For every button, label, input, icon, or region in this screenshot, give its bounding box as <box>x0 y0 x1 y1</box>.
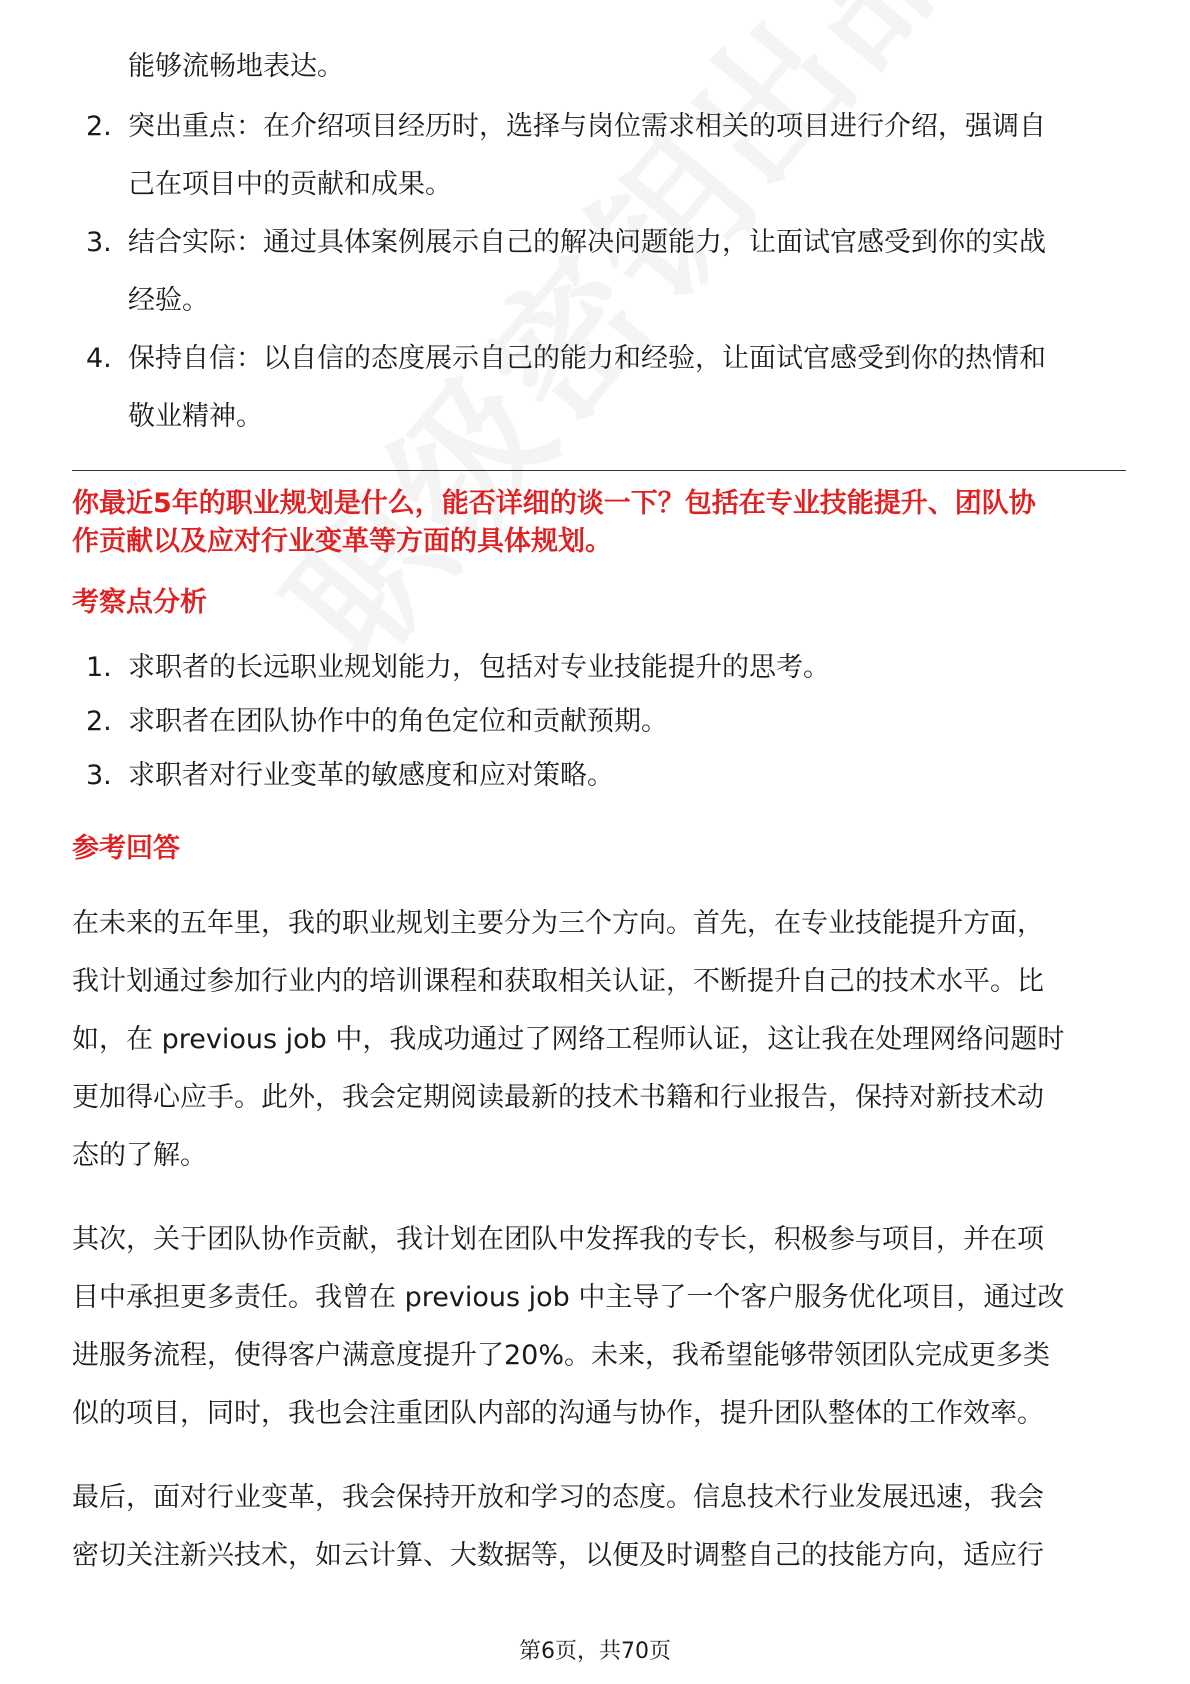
paragraph-line: 更加得心应手。此外，我会定期阅读最新的技术书籍和行业报告，保持对新技术动 <box>72 1082 1044 1113</box>
paragraph-line: 进服务流程，使得客户满意度提升了20%。未来，我希望能够带领团队完成更多类 <box>72 1340 1051 1371</box>
paragraph-line: 密切关注新兴技术，如云计算、大数据等，以便及时调整自己的技能方向，适应行 <box>72 1540 1044 1571</box>
analysis-heading: 考察点分析 <box>72 587 207 618</box>
list-item <box>72 214 1122 330</box>
list-item-text: 求职者在团队协作中的角色定位和贡献预期。 <box>128 706 668 737</box>
list-item-text: 求职者的长远职业规划能力，包括对专业技能提升的思考。 <box>128 652 830 683</box>
paragraph-line: 我计划通过参加行业内的培训课程和获取相关认证，不断提升自己的技术水平。比 <box>72 966 1044 997</box>
list-item <box>72 98 1122 214</box>
paragraph-line: 如，在 previous job 中，我成功通过了网络工程师认证，这让我在处理网络问题时 <box>72 1024 1065 1055</box>
paragraph-line: 似的项目，同时，我也会注重团队内部的沟通与协作，提升团队整体的工作效率。 <box>72 1398 1044 1429</box>
analysis-item <box>72 641 1122 695</box>
list-item-text: 己在项目中的贡献和成果。 <box>128 169 452 200</box>
list-number: 4. <box>86 343 112 374</box>
list-number: 2. <box>86 111 112 142</box>
analysis-item <box>72 749 1122 803</box>
question-line: 作贡献以及应对行业变革等方面的具体规划。 <box>72 526 612 557</box>
section-divider <box>72 470 1126 471</box>
list-item <box>72 330 1122 446</box>
answer-paragraph <box>72 1469 1122 1585</box>
list-item-text: 结合实际：通过具体案例展示自己的解决问题能力，让面试官感受到你的实战 <box>128 227 1046 258</box>
paragraph-line: 在未来的五年里，我的职业规划主要分为三个方向。首先，在专业技能提升方面， <box>72 908 1044 939</box>
list-number: 2. <box>86 706 112 737</box>
list-item-text: 经验。 <box>128 285 209 316</box>
list-item-text: 突出重点：在介绍项目经历时，选择与岗位需求相关的项目进行介绍，强调自 <box>128 111 1046 142</box>
page-content <box>72 38 1122 1585</box>
paragraph-line: 其次，关于团队协作贡献，我计划在团队中发挥我的专长，积极参与项目，并在项 <box>72 1224 1044 1255</box>
list-item-text: 保持自信：以自信的态度展示自己的能力和经验，让面试官感受到你的热情和 <box>128 343 1046 374</box>
list-item-text: 求职者对行业变革的敏感度和应对策略。 <box>128 760 614 791</box>
analysis-list <box>72 641 1122 803</box>
answer-paragraph <box>72 895 1122 1185</box>
list-item-text: 敬业精神。 <box>128 401 263 432</box>
paragraph-line: 最后，面对行业变革，我会保持开放和学习的态度。信息技术行业发展迅速，我会 <box>72 1482 1044 1513</box>
list-number: 3. <box>86 760 112 791</box>
question-block <box>72 485 1122 561</box>
list-number: 3. <box>86 227 112 258</box>
question-line: 你最近5年的职业规划是什么，能否详细的谈一下？包括在专业技能提升、团队协 <box>72 488 1036 519</box>
paragraph-line: 态的了解。 <box>72 1140 207 1171</box>
answer-heading: 参考回答 <box>72 833 180 864</box>
analysis-item <box>72 695 1122 749</box>
list-number: 1. <box>86 652 112 683</box>
page-footer: 第6页，共70页 <box>519 1639 671 1664</box>
paragraph-line: 目中承担更多责任。我曾在 previous job 中主导了一个客户服务优化项目，通过改 <box>72 1282 1065 1313</box>
list-item-continuation: 能够流畅地表达。 <box>128 51 344 82</box>
answer-paragraph <box>72 1211 1122 1443</box>
